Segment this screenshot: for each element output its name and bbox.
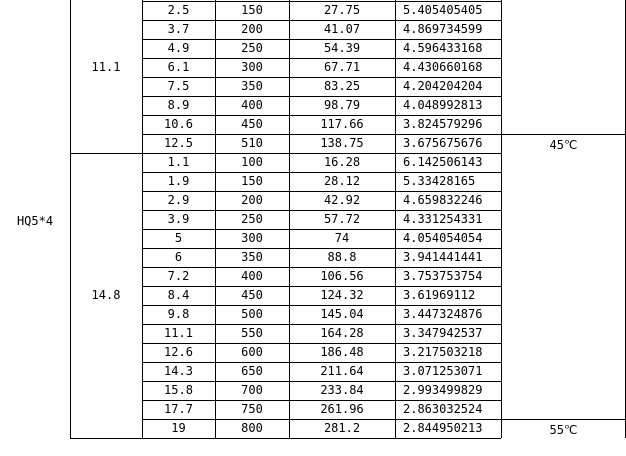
cell-col1: 8.9 (167, 98, 190, 112)
cell-col3: 164.28 (320, 326, 364, 340)
cell-col3: 281.2 (323, 421, 361, 435)
cell-col4: 3.675675676 (403, 136, 483, 150)
cell-col3: 98.79 (323, 98, 361, 112)
cell-col2: 350 (241, 79, 263, 93)
cell-col1: 15.8 (164, 383, 193, 397)
cell-col1: 6 (174, 250, 183, 264)
cell-col1: 19 (171, 421, 186, 435)
cell-col4: 4.054054054 (403, 231, 483, 245)
column-border (215, 0, 216, 438)
cell-col3: 16.28 (323, 155, 361, 169)
column-border (289, 0, 290, 438)
cell-col4: 3.347942537 (403, 326, 483, 340)
column-border (142, 0, 143, 438)
cell-col4: 3.753753754 (403, 269, 483, 283)
cell-col1: 2.5 (167, 3, 190, 17)
cell-col1: 14.3 (164, 364, 193, 378)
row-border (142, 438, 501, 439)
cell-col4: 2.863032524 (403, 402, 483, 416)
cell-col3: 117.66 (320, 117, 364, 131)
cell-col3: 138.75 (320, 136, 364, 150)
cell-col1: 4.9 (167, 41, 190, 55)
cell-col4: 4.430660168 (403, 60, 483, 74)
cell-col3: 261.96 (320, 402, 364, 416)
cell-col4: 3.217503218 (403, 345, 483, 359)
temperature-label: 45℃ (549, 138, 578, 152)
cell-col4: 3.447324876 (403, 307, 483, 321)
cell-col3: 233.84 (320, 383, 364, 397)
cell-col2: 200 (241, 193, 263, 207)
cell-col2: 300 (241, 231, 263, 245)
cell-col1: 17.7 (164, 402, 193, 416)
cell-col2: 150 (241, 174, 263, 188)
cell-col4: 4.596433168 (403, 41, 483, 55)
cell-col2: 250 (241, 212, 263, 226)
cell-col3: 211.64 (320, 364, 364, 378)
cell-col2: 250 (241, 41, 263, 55)
cell-col1: 1.9 (167, 174, 190, 188)
cell-col4: 3.071253071 (403, 364, 483, 378)
cell-col3: 145.04 (320, 307, 364, 321)
cell-col1: 8.4 (167, 288, 190, 302)
temperature-border (501, 419, 626, 420)
cell-col4: 2.993499829 (403, 383, 483, 397)
column-border (70, 0, 71, 438)
cell-col4: 3.941441441 (403, 250, 483, 264)
cell-col2: 300 (241, 60, 263, 74)
cell-col1: 6.1 (167, 60, 190, 74)
cell-col3: 42.92 (323, 193, 361, 207)
cell-col2: 150 (241, 3, 263, 17)
cell-col3: 27.75 (323, 3, 361, 17)
cell-col1: 1.1 (167, 155, 190, 169)
cell-col3: 67.71 (323, 60, 361, 74)
cell-col4: 2.844950213 (403, 421, 483, 435)
temperature-label: 55℃ (549, 423, 578, 437)
cell-col2: 450 (241, 117, 263, 131)
cell-col4: 3.61969112 (403, 288, 476, 302)
cell-col4: 4.204204204 (403, 79, 483, 93)
cell-col2: 650 (241, 364, 263, 378)
cell-col3: 186.48 (320, 345, 364, 359)
cell-col1: 5 (174, 231, 183, 245)
cell-col2: 750 (241, 402, 263, 416)
cell-col1: 12.6 (164, 345, 193, 359)
group-value: 11.1 (91, 60, 121, 74)
cell-col1: 7.5 (167, 79, 190, 93)
cell-col2: 200 (241, 22, 263, 36)
cell-col1: 7.2 (167, 269, 190, 283)
group-border (70, 438, 142, 439)
column-border (395, 0, 396, 438)
column-border (501, 0, 502, 438)
cell-col4: 6.142506143 (403, 155, 483, 169)
cell-col4: 4.048992813 (403, 98, 483, 112)
cell-col2: 700 (241, 383, 263, 397)
cell-col1: 12.5 (164, 136, 193, 150)
cell-col4: 4.331254331 (403, 212, 483, 226)
cell-col1: 2.9 (167, 193, 190, 207)
cell-col3: 41.07 (323, 22, 361, 36)
cell-col2: 350 (241, 250, 263, 264)
cell-col1: 11.1 (164, 326, 193, 340)
cell-col3: 124.32 (320, 288, 364, 302)
model-label: HQ5*4 (16, 213, 54, 228)
cell-col1: 9.8 (167, 307, 190, 321)
cell-col1: 3.9 (167, 212, 190, 226)
cell-col3: 28.12 (323, 174, 361, 188)
cell-col3: 74 (334, 231, 350, 245)
cell-col3: 57.72 (323, 212, 361, 226)
temperature-border (501, 134, 626, 135)
cell-col2: 100 (241, 155, 263, 169)
cell-col2: 400 (241, 98, 263, 112)
cell-col2: 550 (241, 326, 263, 340)
group-border (70, 153, 142, 154)
cell-col4: 4.659832246 (403, 193, 483, 207)
cell-col3: 83.25 (323, 79, 361, 93)
group-value: 14.8 (91, 288, 121, 302)
cell-col2: 450 (241, 288, 263, 302)
cell-col2: 510 (241, 136, 263, 150)
cell-col2: 800 (241, 421, 263, 435)
cell-col4: 5.405405405 (403, 3, 483, 17)
cell-col1: 3.7 (167, 22, 190, 36)
cell-col1: 10.6 (164, 117, 193, 131)
cell-col4: 5.33428165 (403, 174, 476, 188)
cell-col4: 3.824579296 (403, 117, 483, 131)
cell-col3: 106.56 (320, 269, 364, 283)
cell-col2: 400 (241, 269, 263, 283)
cell-col4: 4.869734599 (403, 22, 483, 36)
cell-col3: 54.39 (323, 41, 361, 55)
cell-col3: 88.8 (327, 250, 357, 264)
cell-col2: 600 (241, 345, 263, 359)
cell-col2: 500 (241, 307, 263, 321)
